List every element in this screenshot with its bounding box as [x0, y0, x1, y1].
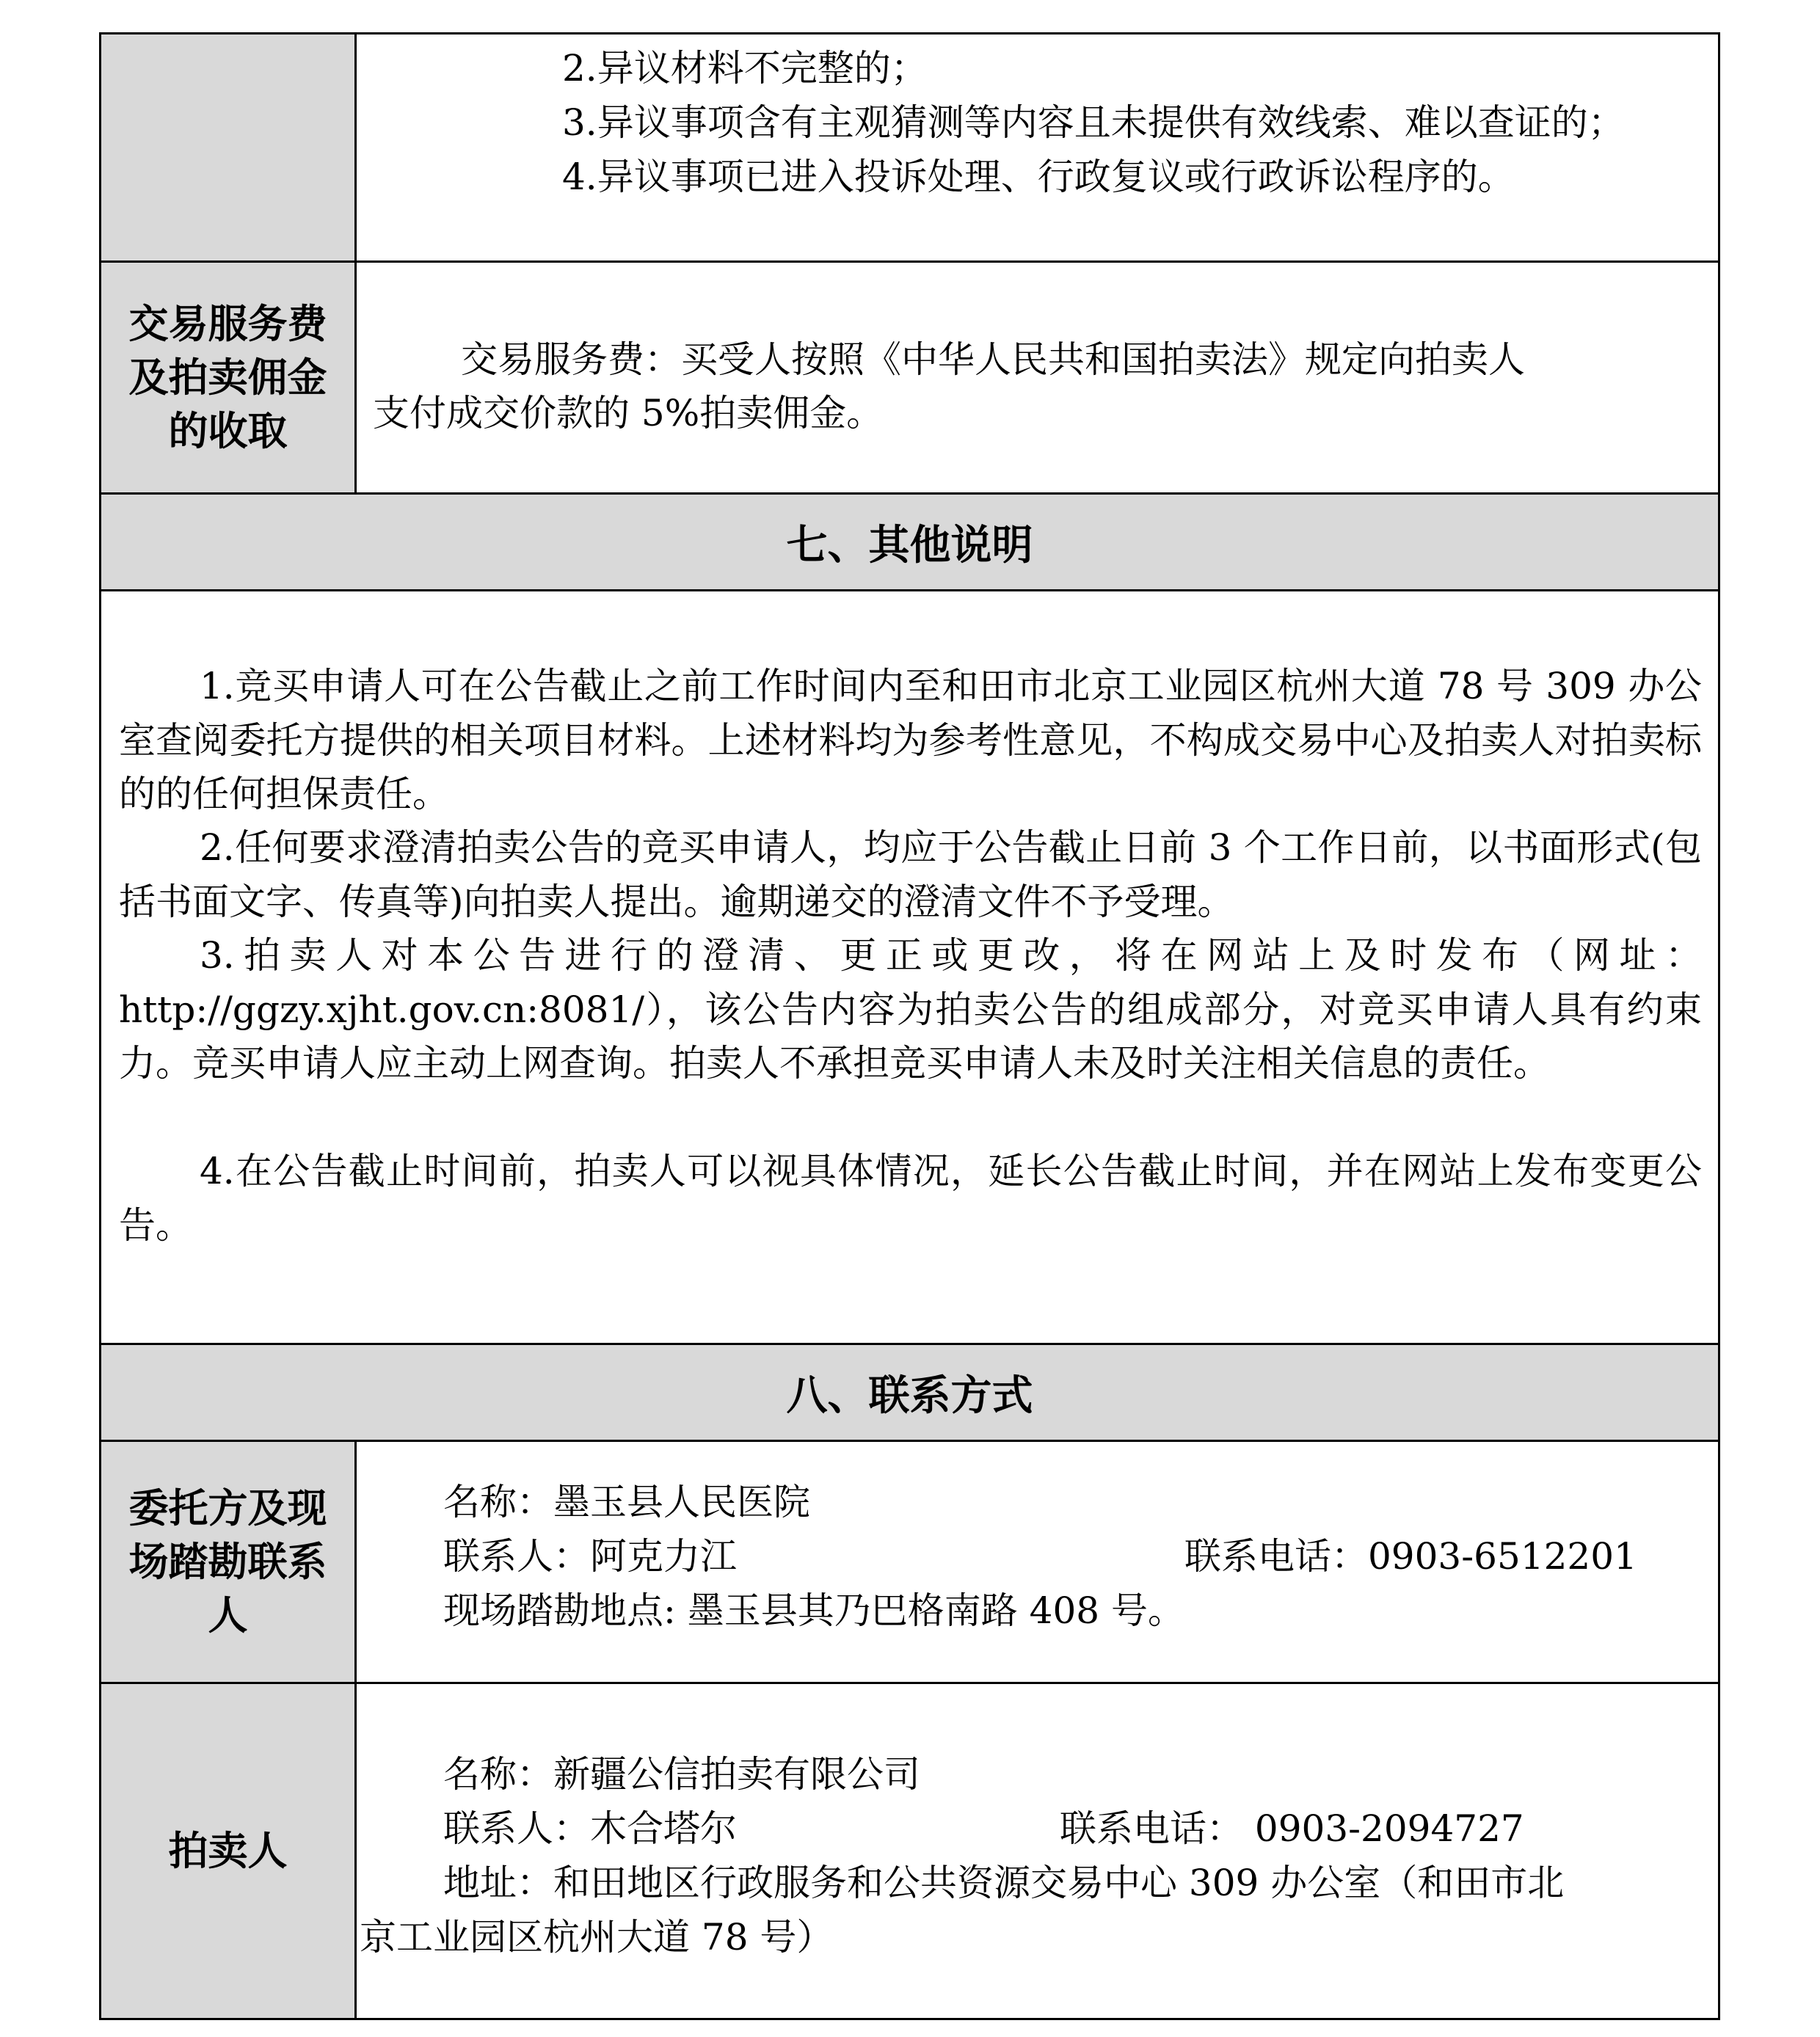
- other-note-3: 3.拍卖人对本公告进行的澄清、更正或更改，将在网站上及时发布（网址：http://ggzy.xjht.gov.cn:8081/），该公告内容为拍卖公告的组成部分，对竞买申请人具有约束力。竞买申请人应主动上网查询。拍卖人不承担竞买申请人未及时关注相关信息的责任。: [119, 934, 1702, 1085]
- client-label-line-2: 场踏勘联系: [128, 1539, 327, 1585]
- fee-text-line-2: 支付成交价款的 5%拍卖佣金。: [373, 392, 884, 434]
- auctioneer-name: 名称：新疆公信拍卖有限公司: [443, 1753, 920, 1796]
- fee-label-line-1: 交易服务费: [128, 301, 327, 347]
- client-row: [101, 1442, 1718, 1684]
- section-7-body: [101, 591, 1718, 1345]
- auctioneer-contact-person: 联系人：木合塔尔: [443, 1807, 737, 1850]
- section-8-title: 八、联系方式: [786, 1371, 1033, 1420]
- section-8-header: [101, 1345, 1718, 1442]
- section-7-title: 七、其他说明: [786, 521, 1033, 569]
- auctioneer-content: [357, 1684, 1718, 2018]
- auctioneer-address-line-1: 地址：和田地区行政服务和公共资源交易中心 309 办公室（和田市北: [443, 1862, 1565, 1904]
- client-name: 名称：墨玉县人民医院: [443, 1481, 810, 1523]
- fee-label-line-3: 的收取: [168, 408, 288, 454]
- auctioneer-phone: 联系电话： 0903-2094727: [1060, 1807, 1524, 1850]
- client-label: [101, 1442, 357, 1682]
- client-label-line-3: 人: [208, 1592, 248, 1639]
- objection-item-4: 4.异议事项已进入投诉处理、行政复议或行政诉讼程序的。: [562, 156, 1515, 198]
- other-note-1: 1.竞买申请人可在公告截止之前工作时间内至和田市北京工业园区杭州大道 78 号 309 办公室查阅委托方提供的相关项目材料。上述材料均为参考性意见，不构成交易中心及拍卖人对拍卖标的的任何担保责任。: [119, 665, 1702, 815]
- section-7-header: [101, 495, 1718, 591]
- other-note-4: 4.在公告截止时间前，拍卖人可以视具体情况，延长公告截止时间，并在网站上发布变更公告。: [119, 1150, 1702, 1247]
- fee-row: [101, 263, 1718, 495]
- auctioneer-label-text: 拍卖人: [168, 1828, 288, 1874]
- other-note-2: 2.任何要求澄清拍卖公告的竞买申请人，均应于公告截止日前 3 个工作日前，以书面形式(包括书面文字、传真等)向拍卖人提出。逾期递交的澄清文件不予受理。: [119, 826, 1702, 923]
- objection-content: [357, 34, 1718, 260]
- objection-label-cell: [101, 34, 357, 260]
- auctioneer-row: [101, 1684, 1718, 2018]
- objection-item-3: 3.异议事项含有主观猜测等内容且未提供有效线索、难以查证的；: [562, 101, 1625, 144]
- objection-row: [101, 34, 1718, 263]
- objection-item-2: 2.异议材料不完整的；: [562, 47, 928, 90]
- auctioneer-address-line-2: 京工业园区杭州大道 78 号）: [360, 1916, 834, 1958]
- auctioneer-label: [101, 1684, 357, 2018]
- client-phone: 联系电话：0903-6512201: [1184, 1535, 1637, 1578]
- fee-text-line-1: 交易服务费：买受人按照《中华人民共和国拍卖法》规定向拍卖人: [461, 338, 1525, 381]
- client-site-address: 现场踏勘地点: 墨玉县其乃巴格南路 408 号。: [443, 1589, 1184, 1632]
- client-content: [357, 1442, 1718, 1682]
- announcement-table: [99, 32, 1720, 2020]
- fee-content: [357, 263, 1718, 492]
- client-contact-person: 联系人：阿克力江: [443, 1535, 737, 1578]
- fee-label-line-2: 及拍卖佣金: [128, 354, 327, 401]
- fee-label: [101, 263, 357, 492]
- client-label-line-1: 委托方及现: [128, 1485, 327, 1531]
